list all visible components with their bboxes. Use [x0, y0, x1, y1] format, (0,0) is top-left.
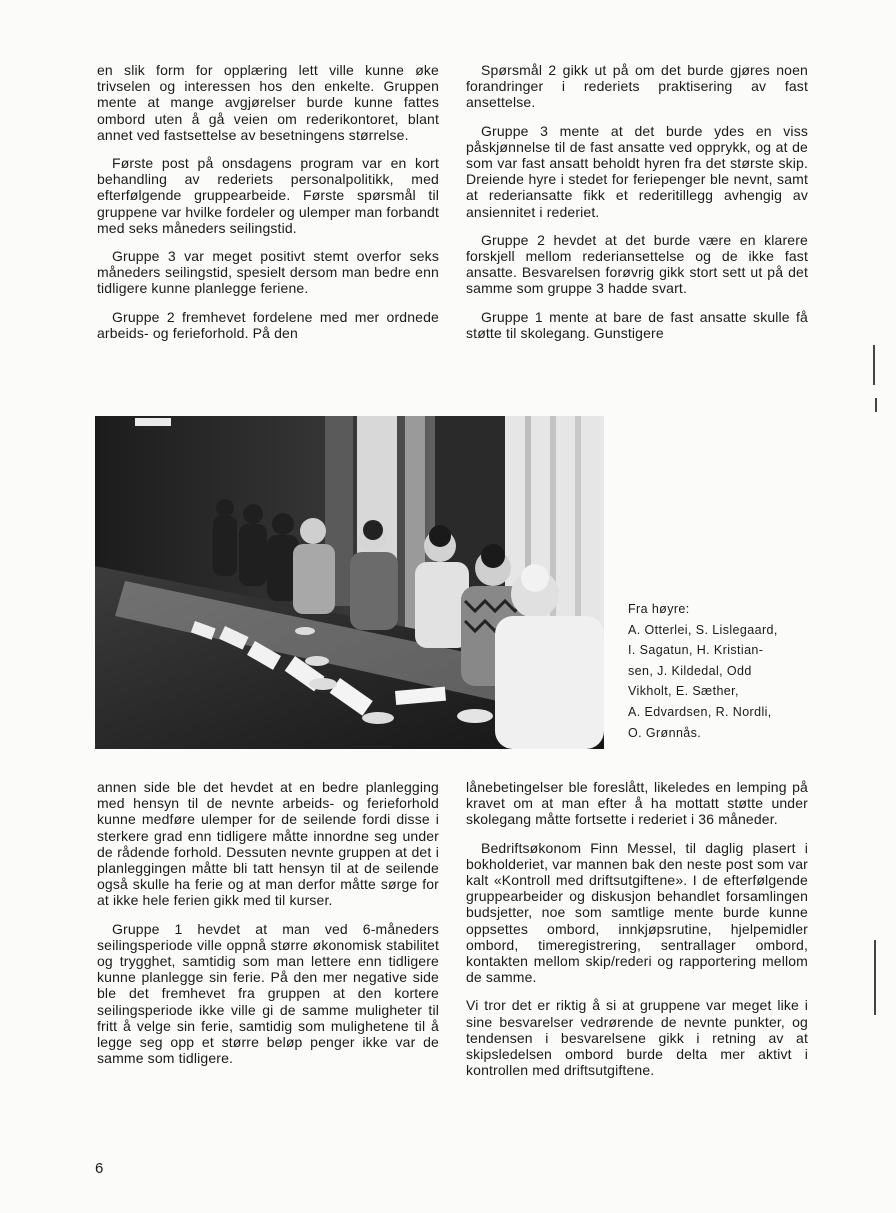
photo-caption	[628, 599, 818, 743]
caption-line: A. Otterlei, S. Lislegaard,	[628, 622, 778, 637]
paragraph: Gruppe 1 hevdet at man ved 6-måneders seilingsperiode ville oppnå større økonomisk stabilitet og trygghet, samtidig som man lettere enn tidligere kunne planlegge sin ferie. På den mer negative side ble det fremhevet fra gruppen at den kortere seilingsperiode ikke ville gi de samme muligheter til fritt å velge sin ferie, samtidig som mulighetene til å legge seg opp et større beløp penger ikke var de samme som tidligere.	[97, 920, 439, 1067]
caption-line: I. Sagatun, H. Kristian-	[628, 643, 764, 658]
text-column-top-right	[466, 62, 808, 353]
paragraph: Første post på onsdagens program var en kort behandling av rederiets personalpolitikk, med efterfølgende gruppearbeide. Første spørsmål til gruppene var hvilke fordeler og ulemper man forbandt med seks måneders seilingstid.	[97, 155, 439, 236]
margin-mark	[873, 345, 875, 385]
caption-line: O. Grønnås.	[628, 725, 702, 740]
paragraph: Bedriftsøkonom Finn Messel, til daglig plasert i bokholderiet, var mannen bak den neste post som var kalt «Kontroll med driftsutgiftene». I de efterfølgende gruppearbeider og diskusjon behandlet forsamlingen budsjetter, noe som samtlige mente burde kunne oppsettes ombord, innkjøpsrutine, hjelpemidler ombord, timeregistrering, sentrallager ombord, kontakten mellom skip/rederi og rapportering mellom de samme.	[466, 839, 808, 986]
caption-line: sen, J. Kildedal, Odd	[628, 663, 752, 678]
paragraph: Vi tror det er riktig å si at gruppene var meget like i sine besvarelser vedrørende de nevnte punkter, og tendensen i besvarelsene gikk i retning av at skipsledelsen ombord burde delta mer aktivt i kontrollen med driftsutgiftene.	[466, 997, 808, 1079]
meeting-photo-illustration	[95, 416, 604, 749]
caption-line: Vikholt, E. Sæther,	[628, 684, 739, 699]
paragraph: Gruppe 2 hevdet at det burde være en klarere forskjell mellom rederiansettelse og de ikke fast ansatte. Besvarelsen forøvrig gikk stort sett ut på det samme som gruppe 3 hadde svart.	[466, 231, 808, 297]
margin-mark	[875, 398, 877, 412]
paragraph: Spørsmål 2 gikk ut på om det burde gjøres noen forandringer i rederiets praktisering av fast ansettelse.	[466, 62, 808, 111]
caption-line: A. Edvardsen, R. Nordli,	[628, 704, 772, 719]
paragraph: Gruppe 3 mente at det burde ydes en viss påskjønnelse til de fast ansatte ved opprykk, og at de som var fast ansatt beholdt hyren fra det største skip. Dreiende hyre i stedet for feriepenger ble nevnt, samt at rederiansatte fikk et rederitillegg avhengig av ansiennitet i rederiet.	[466, 122, 808, 220]
meeting-photo	[95, 416, 604, 749]
paragraph: Gruppe 1 mente at bare de fast ansatte skulle få støtte til skolegang. Gunstigere	[466, 308, 808, 341]
paragraph: en slik form for opplæring lett ville kunne øke trivselen og interessen hos den enkelte. Gruppen mente at mange avgjørelser burde kunne fattes ombord uten å gå veien om rederikontoret, blant annet ved fastsettelse av besetningens størrelse.	[97, 62, 439, 143]
paragraph: Gruppe 2 fremhevet fordelene med mer ordnede arbeids- og ferieforhold. På den	[97, 308, 439, 341]
text-column-top-left	[97, 62, 439, 353]
margin-mark	[874, 940, 876, 1015]
text-column-bottom-left	[97, 779, 439, 1078]
text-column-bottom-right	[466, 779, 808, 1090]
paragraph: annen side ble det hevdet at en bedre planlegging med hensyn til de nevnte arbeids- og ferieforhold kunne medføre ulemper for de seilende fordi disse i sterkere grad enn tidligere måtte innordne seg under de rådende forhold. Dessuten nevnte gruppen at det i planleggingen måtte bli tatt hensyn til at de seilende også skulle ha ferie og at man derfor måtte sørge for at ikke hele ferien gikk med til kurser.	[97, 779, 439, 909]
page-number: 6	[95, 1160, 104, 1177]
paragraph: lånebetingelser ble foreslått, likeledes en lemping på kravet om at man efter å ha mottatt støtte under skolegang måtte fortsette i rederiet i 36 måneder.	[466, 779, 808, 828]
paragraph: Gruppe 3 var meget positivt stemt overfor seks måneders seilingstid, spesielt dersom man bedre enn tidligere kunne planlegge feriene.	[97, 248, 439, 297]
caption-line: Fra høyre:	[628, 602, 690, 616]
